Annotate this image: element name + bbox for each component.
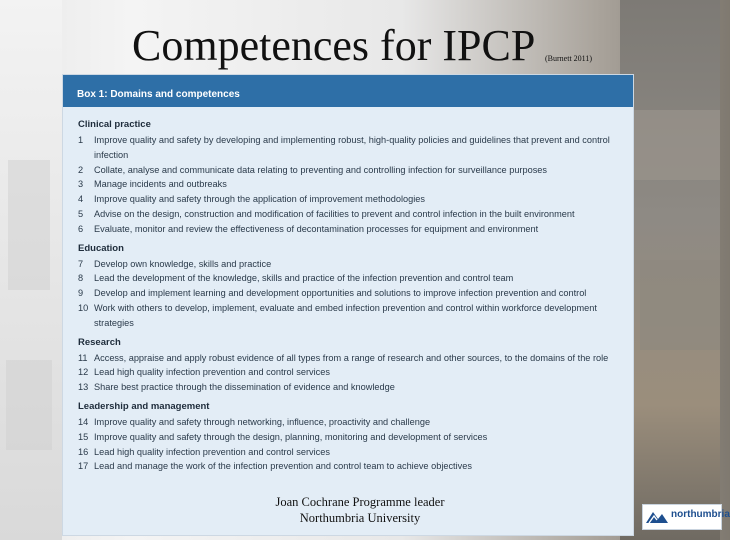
competence-text: Collate, analyse and communicate data relating to preventing and controlling infection for surveillance purposes bbox=[94, 164, 548, 175]
competence-item bbox=[78, 430, 623, 445]
background-window bbox=[640, 260, 720, 350]
footer-institution: Northumbria University bbox=[299, 511, 421, 525]
competence-item bbox=[78, 365, 623, 380]
competence-text: Lead and manage the work of the infection prevention and control team to achieve objectives bbox=[94, 461, 472, 472]
competence-text: Lead high quality infection prevention and control services bbox=[94, 446, 330, 457]
competence-text: Lead high quality infection prevention and control services bbox=[94, 367, 330, 378]
section-heading: Clinical practice bbox=[78, 119, 151, 130]
competence-item bbox=[78, 459, 623, 474]
competence-text: Develop and implement learning and development opportunities and solutions to improve infection prevention and control bbox=[94, 288, 587, 299]
competence-text: Access, appraise and apply robust evidence of all types from a range of research and other sources, to the domains of the role bbox=[94, 352, 609, 363]
competence-number: 16 bbox=[78, 446, 89, 457]
competence-item bbox=[78, 301, 623, 331]
title-citation: (Burnett 2011) bbox=[545, 54, 593, 63]
slide-title: Competences for IPCP bbox=[132, 21, 536, 70]
competence-item bbox=[78, 257, 623, 272]
competence-text: Share best practice through the dissemination of evidence and knowledge bbox=[94, 382, 395, 393]
competence-number: 10 bbox=[78, 302, 89, 313]
section-heading: Research bbox=[78, 336, 121, 348]
competence-number: 6 bbox=[78, 223, 84, 234]
competence-item bbox=[78, 415, 623, 430]
competence-item bbox=[78, 351, 623, 366]
competence-item bbox=[78, 177, 623, 192]
competence-number: 9 bbox=[78, 288, 84, 299]
slide-title-area bbox=[0, 20, 720, 76]
northumbria-logo-icon bbox=[645, 508, 669, 526]
competence-number: 3 bbox=[78, 179, 84, 190]
box-heading: Box 1: Domains and competences bbox=[63, 75, 633, 107]
competence-number: 15 bbox=[78, 431, 89, 442]
competence-item bbox=[78, 133, 623, 163]
competence-text: Evaluate, monitor and review the effectiveness of decontamination processes for equipment and environment bbox=[94, 223, 539, 234]
competence-item bbox=[78, 163, 623, 178]
logo-text: northumbria bbox=[671, 509, 730, 520]
competence-text: Lead the development of the knowledge, skills and practice of the infection prevention and control team bbox=[94, 273, 514, 284]
competence-item bbox=[78, 207, 623, 222]
competence-number: 17 bbox=[78, 461, 89, 472]
background-window bbox=[632, 110, 720, 180]
competence-number: 1 bbox=[78, 135, 84, 145]
competence-item bbox=[78, 445, 623, 460]
competence-text: Develop own knowledge, skills and practice bbox=[94, 258, 272, 269]
competences-box bbox=[62, 74, 634, 536]
competence-text: Manage incidents and outbreaks bbox=[94, 179, 227, 190]
competence-text: Improve quality and safety through the application of improvement methodologies bbox=[94, 194, 425, 205]
competence-item bbox=[78, 286, 623, 301]
competence-item bbox=[78, 192, 623, 207]
section-heading: Education bbox=[78, 242, 124, 254]
northumbria-logo bbox=[642, 504, 730, 530]
competence-number: 4 bbox=[78, 194, 84, 205]
competence-item bbox=[78, 222, 623, 237]
competence-text: Advise on the design, construction and modification of facilities to prevent and control infection in the built environment bbox=[94, 208, 575, 219]
competence-number: 14 bbox=[78, 416, 89, 427]
competence-text: Improve quality and safety through the design, planning, monitoring and development of services bbox=[94, 431, 488, 442]
competence-number: 2 bbox=[78, 164, 84, 175]
competence-number: 13 bbox=[78, 382, 89, 393]
competence-number: 12 bbox=[78, 367, 89, 378]
competence-text: Work with others to develop, implement, evaluate and embed infection prevention and control within workforce development strategies bbox=[94, 302, 597, 328]
competence-number: 7 bbox=[78, 258, 84, 269]
competence-number: 11 bbox=[78, 352, 88, 363]
competence-item bbox=[78, 271, 623, 286]
competence-number: 8 bbox=[78, 273, 84, 284]
box-body bbox=[63, 107, 633, 474]
footer bbox=[230, 494, 490, 526]
footer-presenter: Joan Cochrane Programme leader bbox=[275, 495, 445, 509]
competence-number: 5 bbox=[78, 208, 84, 219]
background-panel bbox=[8, 160, 50, 290]
background-panel bbox=[6, 360, 52, 450]
competence-text: Improve quality and safety by developing and implementing robust, high-quality policies and guidelines that prevent and control infection bbox=[94, 135, 610, 160]
competence-text: Improve quality and safety through networking, influence, proactivity and challenge bbox=[94, 416, 431, 427]
section-heading: Leadership and management bbox=[78, 400, 210, 412]
competence-item bbox=[78, 380, 623, 395]
